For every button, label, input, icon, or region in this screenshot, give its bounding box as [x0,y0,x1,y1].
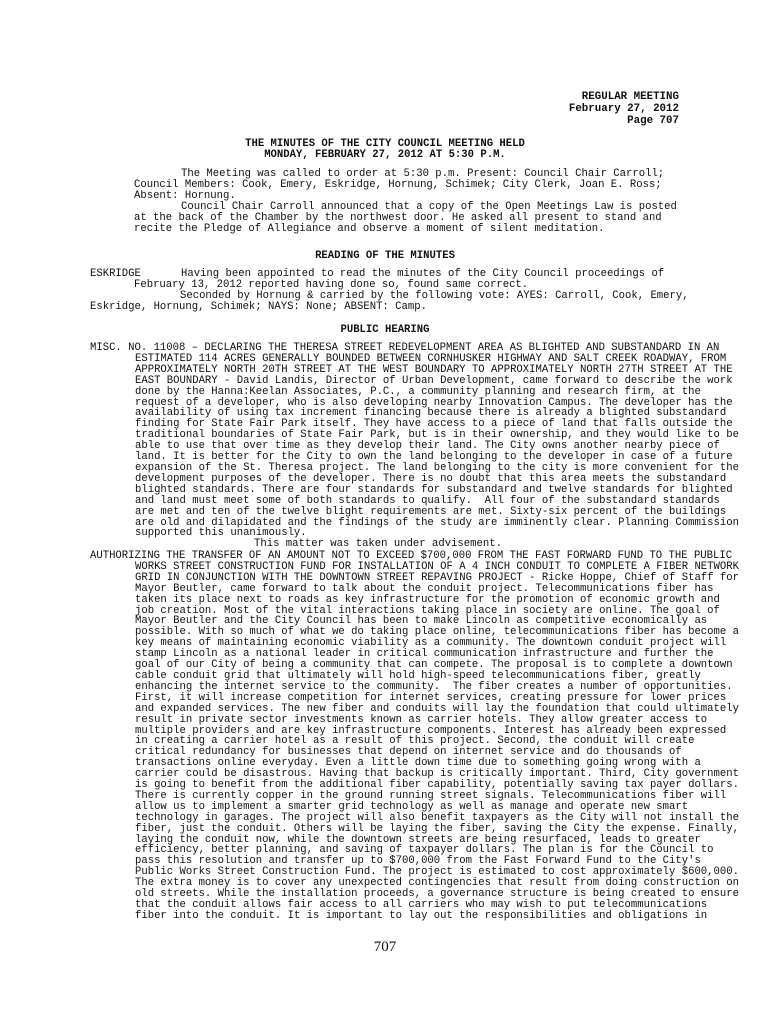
meeting-type: REGULAR MEETING [581,91,679,103]
transfer-item-paragraph: AUTHORIZING THE TRANSFER OF AN AMOUNT NOT TO EXCEED $700,000 FROM THE FAST FORWARD FUND TO THE PUBLIC WORKS STREET CONSTRUCTION FUND FOR INSTALLATION OF A 4 INCH CONDUIT TO COMPLETE A FIBER NETWORK GRID IN CONJUNCTION WITH THE DOWNTOWN STREET REPAVING PROJECT - Ricke Hoppe, Chief of Staff for Mayor Beutler, came forward to talk about the conduit project. Telecommunications fiber has taken its place next to roads as key infrastructure for the promotion of economic growth and job creation. Most of the vital interactions taking place in society are online. The goal of Mayor Beutler and the City Council has been to make Lincoln as competitive economically as possible. With so much of what we do taking place online, telecommunications fiber has become a key means of maintaining economic viability as a community. The downtown conduit project will stamp Lincoln as a national leader in critical communication infrastructure and further the goal of our City of being a community that can compete. The proposal is to complete a downtown cable conduit grid that ultimately will hold high-speed telecommunications fiber, greatly enhancing the internet service to the community. The fiber creates a number of opportunities. First, it will increase competition for internet services, creating pressure for lower prices and expanded services. The new fiber and conduits will lay the foundation that could ultimately result in private sector investments known as carrier hotels. They allow greater access to multiple providers and are key infrastructure components. Interest has already been expressed in creating a carrier hotel as a result of this project. Second, the conduit will create critical redundancy for businesses that depend on internet service and do thousands of transactions online everyday. Even a little down time due to something going wrong with a carrier could be disastrous. Having that backup is critically important. Third, City government is going to benefit from the additional fiber capability, potentially saving tax payer dollars. There is currently copper in the ground running street signals. Telecommunications fiber will allow us to implement a smarter grid technology as well as manage and operate new smart technology in garages. The project will also benefit taxpayers as the City will not install the fiber, just the conduit. Others will be laying the fiber, saving the City the expense. Finally, laying the conduit now, while the downtown streets are being resurfaced, leads to greater efficiency, better planning, and saving of taxpayer dollars. The plan is for the Council to pass this resolution and transfer up to $700,000 from the Fast Forward Fund to the City's Public Works Street Construction Fund. The project is estimated to cost approximately $600,000. The extra money is to cover any unexpected contingencies that result from doing construction on old streets. While the installation proceeds, a governance structure is being created to ensure that the conduit allows fair access to all carriers who may wish to put telecommunications fiber into the conduit. It is important to lay out the responsibilities and obligations in [90,550,746,922]
page-label: Page 707 [627,115,679,127]
meeting-date: February 27, 2012 [568,103,679,115]
advisement-note: This matter was taken under advisement. [254,538,502,550]
misc-item-paragraph [90,342,746,540]
reading-heading: READING OF THE MINUTES [315,250,455,262]
reading-vote: Seconded by Hornung & carried by the following vote: AYES: Carroll, Cook, Emery, Eskridge, Hornung, Schimek; NAYS: None; ABSENT: Camp. [90,290,695,313]
open-meetings-paragraph: Council Chair Carroll announced that a copy of the Open Meetings Law is posted at the back of the Chamber by the northwest door. He asked all present to stand and recite the Pledge of Allegiance and observe a moment of silent meditation. [134,201,684,235]
misc-item-label: MISC. NO. 11008 [90,342,186,354]
title-line-2: MONDAY, FEBRUARY 27, 2012 AT 5:30 P.M. [264,149,506,161]
title-line-1: THE MINUTES OF THE CITY COUNCIL MEETING HELD [245,138,525,150]
reading-label: ESKRIDGE [90,268,141,280]
public-hearing-heading: PUBLIC HEARING [340,324,430,336]
reading-text: Having been appointed to read the minutes of the City Council proceedings of February 13, 2012 reported having done so, found same correct. [134,268,671,291]
page-number: 707 [373,939,397,955]
misc-item-text: – DECLARING THE THERESA STREET REDEVELOPMENT AREA AS BLIGHTED AND SUBSTANDARD IN AN ESTIMATED 114 ACRES GENERALLY BOUNDED BETWEEN CORNHUSKER HIGHWAY AND SALT CREEK ROADWAY, FROM APPROXIMATELY NORTH 20TH STREET AT THE WEST BOUNDARY TO APPROXIMATELY NORTH 27TH STREET AT THE EAST BOUNDARY - David Landis, Director of Urban Development, came forward to describe the work done by the Hanna:Keelan Associates, P.C., a community planning and research firm, at the request of a developer, who is also developing nearby Innovation Campus. The developer has the availability of using tax increment financing because there is already a blighted substandard finding for State Fair Park itself. They have access to a piece of land that falls outside the traditional boundaries of State Fair Park, but is in their ownership, and they would like to be able to use that over time as they develop their land. The City owns another nearby piece of land. It is better for the City to own the land belonging to the developer in case of a future expansion of the St. Theresa project. The land belonging to the city is more convenient for the development purposes of the developer. There is no doubt that this area meets the substandard blighted standards. There are four standards for substandard and twelve standards for blighted and land must meet some of both standards to qualify. All four of the substandard standards are met and ten of the twelve blight requirements are met. Sixty-six percent of the buildings are old and dilapidated and the findings of the study are imminently clear. Planning Commission supported this unanimously. [135,342,746,540]
opening-paragraph: The Meeting was called to order at 5:30 p.m. Present: Council Chair Carroll; Council Members: Cook, Emery, Eskridge, Hornung, Schimek; City Clerk, Joan E. Ross; Absent: Hornung. [134,168,671,202]
